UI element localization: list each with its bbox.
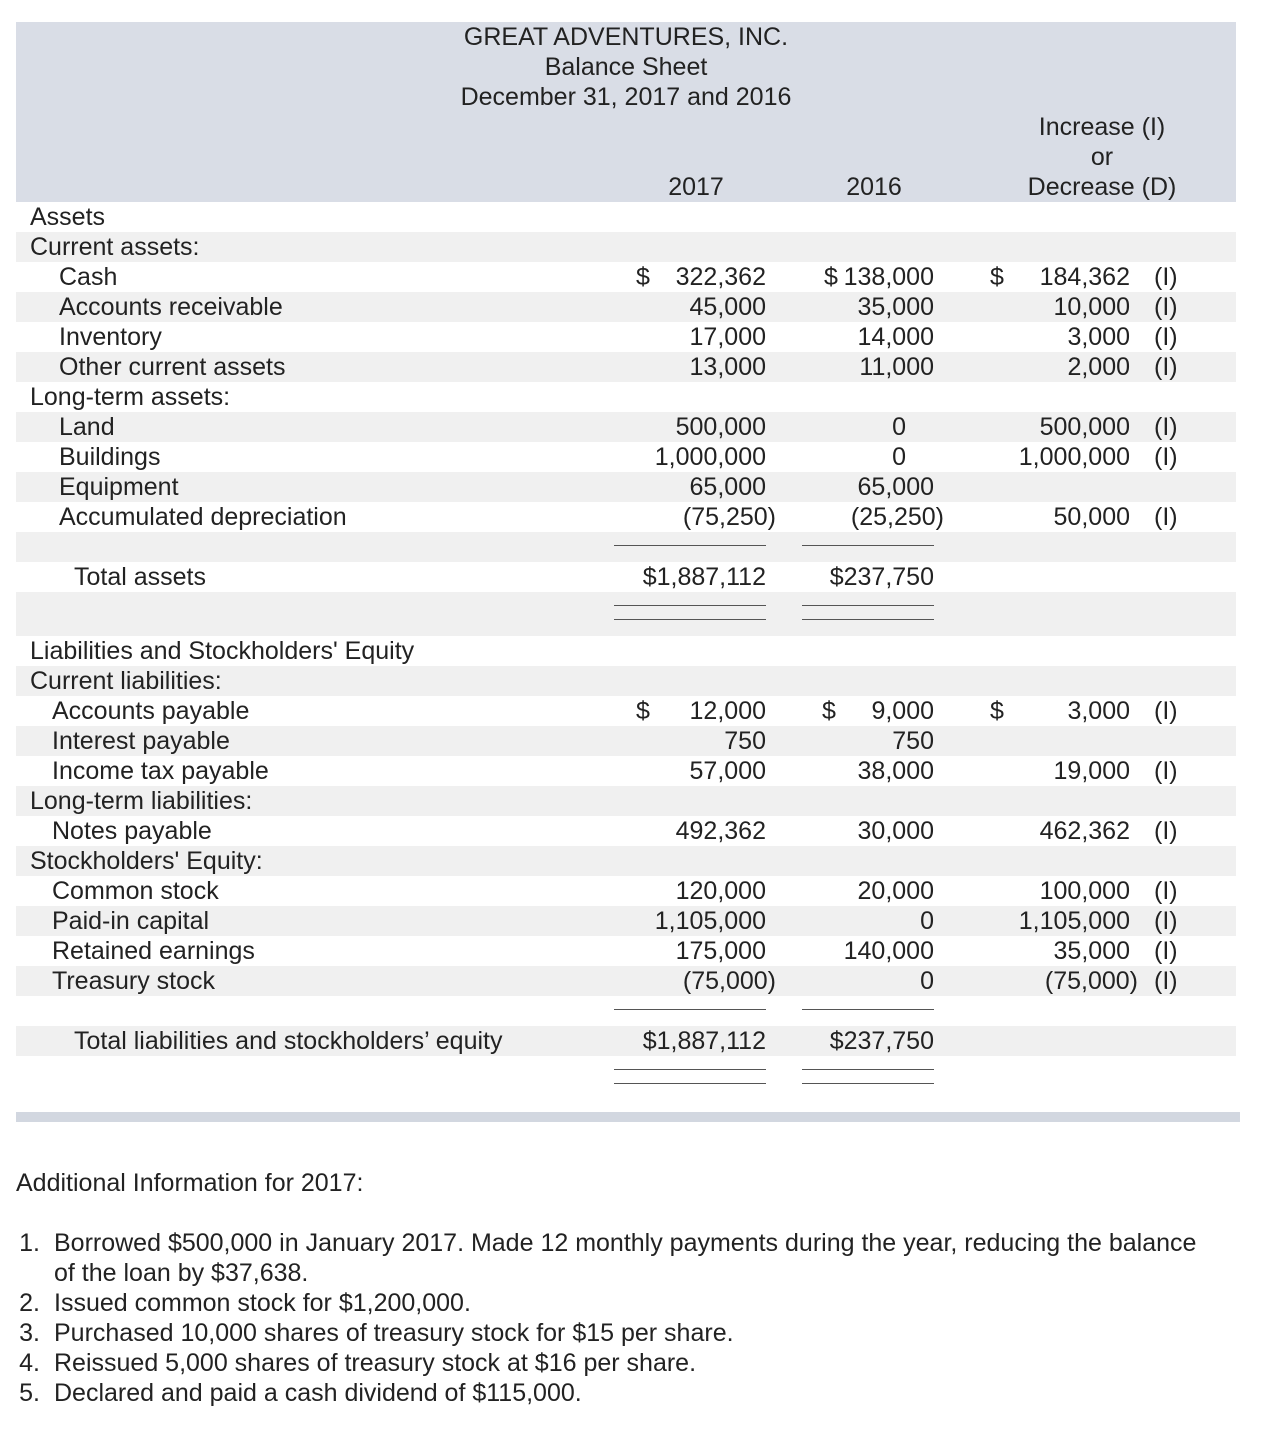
value-2017: 57,000 xyxy=(689,757,766,785)
value-2017: 12,000 xyxy=(689,697,766,725)
additional-info-heading: Additional Information for 2017: xyxy=(16,1169,364,1197)
change-flag: (I) xyxy=(1154,503,1178,531)
value-2017: 175,000 xyxy=(675,937,766,965)
value-2016: 14,000 xyxy=(857,323,934,351)
value-2016: 38,000 xyxy=(857,757,934,785)
value-2017: (75,250) xyxy=(682,503,776,531)
change-flag: (I) xyxy=(1154,937,1178,965)
list-item-number: 5. xyxy=(19,1379,40,1407)
value-2016: 0 xyxy=(892,443,906,471)
column-header-2016: 2016 xyxy=(846,173,902,201)
current-liabilities-heading: Current liabilities: xyxy=(30,667,222,695)
company-name: GREAT ADVENTURES, INC. xyxy=(463,23,789,51)
row-label: Cash xyxy=(59,263,118,291)
row-label: Accounts receivable xyxy=(59,293,283,321)
dollar-sign: $ xyxy=(990,697,1004,725)
value-2017: 322,362 xyxy=(675,263,766,291)
value-2016: 11,000 xyxy=(859,353,934,381)
row-label: Paid-in capital xyxy=(52,907,210,935)
value-change: 19,000 xyxy=(1053,757,1130,785)
double-rule xyxy=(802,1083,934,1084)
change-flag: (I) xyxy=(1154,323,1178,351)
value-change: 184,362 xyxy=(1039,263,1130,291)
section-divider xyxy=(16,1112,1240,1122)
change-flag: (I) xyxy=(1154,697,1178,725)
longterm-liabilities-heading: Long-term liabilities: xyxy=(30,787,253,815)
row-label: Interest payable xyxy=(52,727,230,755)
double-rule xyxy=(614,619,766,620)
total-liabilities-2016: $237,750 xyxy=(829,1027,934,1055)
dollar-sign: $ xyxy=(990,263,1004,291)
value-2017: 65,000 xyxy=(689,473,766,501)
total-liabilities-label: Total liabilities and stockholders’ equity xyxy=(74,1027,503,1055)
total-liabilities-2017: $1,887,112 xyxy=(642,1027,766,1055)
value-change: 10,000 xyxy=(1053,293,1130,321)
value-2016: 20,000 xyxy=(857,877,934,905)
value-2017: 17,000 xyxy=(689,323,766,351)
change-flag: (I) xyxy=(1154,757,1178,785)
value-2016: 9,000 xyxy=(871,697,934,725)
double-rule xyxy=(614,1069,766,1070)
double-rule xyxy=(802,1069,934,1070)
value-2017: 492,362 xyxy=(675,817,766,845)
row-label: Equipment xyxy=(59,473,179,501)
list-item: Reissued 5,000 shares of treasury stock at $16 per share. xyxy=(54,1349,697,1377)
column-header-change-1: Increase (I) xyxy=(1038,113,1166,141)
statement-title: Balance Sheet xyxy=(544,53,708,81)
value-2016: 138,000 xyxy=(843,263,934,291)
value-change: 3,000 xyxy=(1067,323,1130,351)
row-label: Income tax payable xyxy=(52,757,269,785)
value-2016: (25,250) xyxy=(850,503,944,531)
value-2017: 120,000 xyxy=(675,877,766,905)
row-label: Accounts payable xyxy=(52,697,250,725)
row-label: Inventory xyxy=(59,323,162,351)
equity-heading: Stockholders' Equity: xyxy=(30,847,263,875)
row-label: Land xyxy=(59,413,115,441)
list-item-number: 2. xyxy=(19,1289,40,1317)
dollar-sign: $ xyxy=(824,263,838,291)
column-header-change-2: or xyxy=(1090,143,1114,171)
list-item: Declared and paid a cash dividend of $115,000. xyxy=(54,1379,582,1407)
change-flag: (I) xyxy=(1154,877,1178,905)
value-change: 3,000 xyxy=(1067,697,1130,725)
value-change: 2,000 xyxy=(1067,353,1130,381)
change-flag: (I) xyxy=(1154,413,1178,441)
row-band xyxy=(16,592,1236,636)
value-2016: 35,000 xyxy=(857,293,934,321)
value-change: 1,105,000 xyxy=(1018,907,1130,935)
value-2016: 65,000 xyxy=(857,473,934,501)
subtotal-rule xyxy=(802,1009,934,1010)
value-change: 100,000 xyxy=(1039,877,1130,905)
value-2017: 500,000 xyxy=(675,413,766,441)
total-assets-2016: $237,750 xyxy=(829,563,934,591)
value-2017: 45,000 xyxy=(689,293,766,321)
subtotal-rule xyxy=(614,545,766,546)
value-2016: 30,000 xyxy=(857,817,934,845)
list-item-continuation: of the loan by $37,638. xyxy=(54,1259,309,1287)
value-change: 462,362 xyxy=(1039,817,1130,845)
list-item: Borrowed $500,000 in January 2017. Made 12 monthly payments during the year, reducing the balance xyxy=(54,1229,1197,1257)
total-assets-label: Total assets xyxy=(74,563,207,591)
value-change: 35,000 xyxy=(1053,937,1130,965)
change-flag: (I) xyxy=(1154,907,1178,935)
change-flag: (I) xyxy=(1154,817,1178,845)
list-item-number: 3. xyxy=(19,1319,40,1347)
statement-date: December 31, 2017 and 2016 xyxy=(460,83,792,111)
value-2017: 1,105,000 xyxy=(654,907,766,935)
double-rule xyxy=(614,1083,766,1084)
row-label: Notes payable xyxy=(52,817,212,845)
change-flag: (I) xyxy=(1154,967,1178,995)
value-2016: 0 xyxy=(920,967,934,995)
row-label: Buildings xyxy=(59,443,161,471)
row-label: Accumulated depreciation xyxy=(59,503,347,531)
dollar-sign: $ xyxy=(822,697,836,725)
change-flag: (I) xyxy=(1154,443,1178,471)
value-2016: 140,000 xyxy=(843,937,934,965)
value-2017: (75,000) xyxy=(682,967,776,995)
assets-heading: Assets xyxy=(30,203,106,231)
dollar-sign: $ xyxy=(636,263,650,291)
list-item: Issued common stock for $1,200,000. xyxy=(54,1289,471,1317)
list-item-number: 4. xyxy=(19,1349,40,1377)
value-2016: 0 xyxy=(892,413,906,441)
column-header-2017: 2017 xyxy=(668,173,724,201)
value-2016: 750 xyxy=(892,727,934,755)
row-label: Retained earnings xyxy=(52,937,255,965)
value-change: 50,000 xyxy=(1053,503,1130,531)
dollar-sign: $ xyxy=(636,697,650,725)
change-flag: (I) xyxy=(1154,353,1178,381)
double-rule xyxy=(802,605,934,606)
list-item-number: 1. xyxy=(19,1229,40,1257)
row-label: Other current assets xyxy=(59,353,286,381)
change-flag: (I) xyxy=(1154,263,1178,291)
list-item: Purchased 10,000 shares of treasury stock for $15 per share. xyxy=(54,1319,734,1347)
value-2017: 750 xyxy=(724,727,766,755)
longterm-assets-heading: Long-term assets: xyxy=(30,383,231,411)
value-2016: 0 xyxy=(920,907,934,935)
double-rule xyxy=(802,619,934,620)
value-change: 500,000 xyxy=(1039,413,1130,441)
row-band xyxy=(16,532,1236,562)
value-2017: 1,000,000 xyxy=(654,443,766,471)
value-2017: 13,000 xyxy=(689,353,766,381)
current-assets-heading: Current assets: xyxy=(30,233,200,261)
value-change: 1,000,000 xyxy=(1018,443,1130,471)
row-label: Treasury stock xyxy=(52,967,216,995)
row-label: Common stock xyxy=(52,877,219,905)
subtotal-rule xyxy=(614,1009,766,1010)
subtotal-rule xyxy=(802,545,934,546)
value-change: (75,000) xyxy=(1044,967,1138,995)
change-flag: (I) xyxy=(1154,293,1178,321)
total-assets-2017: $1,887,112 xyxy=(642,563,766,591)
column-header-change-3: Decrease (D) xyxy=(1027,173,1177,201)
double-rule xyxy=(614,605,766,606)
liabilities-heading: Liabilities and Stockholders' Equity xyxy=(30,637,415,665)
